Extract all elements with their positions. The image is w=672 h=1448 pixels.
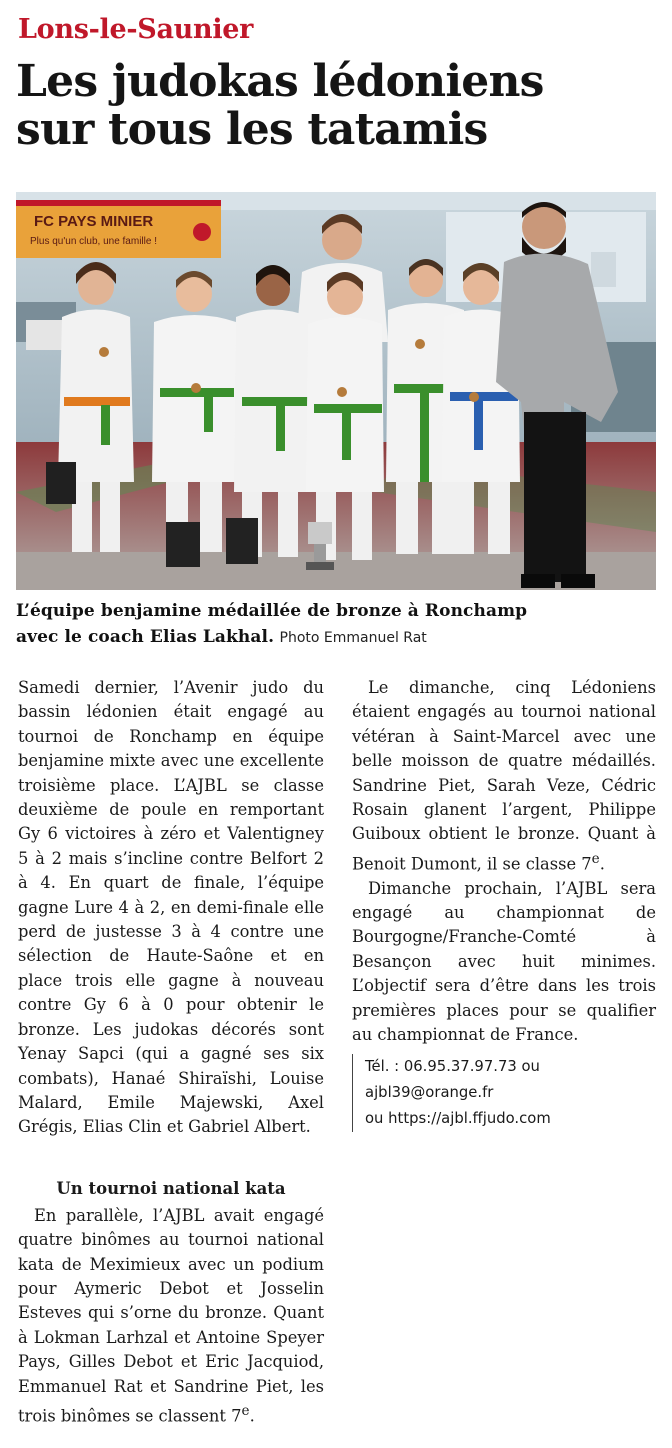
article-paragraph-2-text: En parallèle, l’AJBL avait engagé quatre binômes au tournoi national kata de Meximieux avec un podium pour Aymeric Debot et Josselin Esteves qui s’orne du bronze. Quant à Lokman Larhzal et Antoine Speyer Pays, Gilles Debot et Eric Jacquiod, Emmanuel Rat et Sandrine Piet, les trois binômes se classent <box>18 1205 324 1426</box>
article-paragraph-2-rank-suffix: e <box>241 1402 250 1419</box>
contact-info <box>352 1054 656 1132</box>
caption-line-1: L’équipe benjamine médaillée de bronze à Ronchamp <box>16 601 528 621</box>
headline-line-2: sur tous les tatamis <box>16 104 488 155</box>
headline-line-1: Les judokas lédoniens <box>16 56 544 107</box>
article-paragraph-3-rank-suffix: e <box>591 850 600 867</box>
article-column-1 <box>18 676 324 1429</box>
team-photo <box>16 192 656 590</box>
caption-line-2-wrap <box>16 624 661 651</box>
caption-line-2: avec le coach Elias Lakhal. <box>16 627 275 647</box>
photo-credit: Photo Emmanuel Rat <box>279 630 427 646</box>
photo-caption <box>16 598 661 651</box>
banner-slogan: Plus qu'un club, une famille ! <box>30 236 157 247</box>
banner-title: FC PAYS MINIER <box>34 213 154 230</box>
article-paragraph-4: Dimanche prochain, l’AJBL sera engagé au championnat de Bourgogne/Franche-Comté à Besançon avec huit minimes. L’objectif sera d’être dans les trois premières places pour se qualifier au championnat de France. <box>352 878 656 1045</box>
article-subhead: Un tournoi national kata <box>56 1178 286 1198</box>
article-column-2 <box>352 676 656 1132</box>
club-banner <box>16 200 221 258</box>
section-kicker: Lons-le-Saunier <box>18 14 254 45</box>
headline <box>16 58 656 154</box>
contact-website[interactable]: ou https://ajbl.ffjudo.com <box>365 1109 551 1127</box>
article-paragraph-1: Samedi dernier, l’Avenir judo du bassin lédonien était engagé au tournoi de Ronchamp en équipe benjamine mixte avec une excellente troisième place. L’AJBL se classe deuxième de poule en remportant Gy 6 victoires à zéro et Valentigney 5 à 2 mais s’incline contre Belfort 2 à 4. En quart de finale, l’équipe gagne Lure 4 à 2, en demi-finale elle perd de justesse 3 à 4 contre une sélection de Haute-Saône et en place trois elle gagne à nouveau contre Gy 6 à 0 pour obtenir le bronze. Les judokas décorés sont Yenay Sapci (qui a gagné ses six combats), Hanaé Shiraïshi, Louise Malard, Emile Majewski, Axel Grégis, Elias Clin et Gabriel Albert. <box>18 678 324 1137</box>
article-paragraph-3-text: Le dimanche, cinq Lédoniens étaient engagés au tournoi national vétéran à Saint-Marcel avec une belle moisson de quatre médaillés. Sandrine Piet, Sarah Veze, Cédric Rosain glanent l’argent, Philippe Guiboux obtient le bronze. Quant à Benoit Dumont, il se classe <box>352 678 656 874</box>
article-paragraph-2: En parallèle, l’AJBL avait engagé quatre binômes au tournoi national kata de Meximieux avec un podium pour Aymeric Debot et Josselin Esteves qui s’orne du bronze. Quant à Lokman Larhzal et Antoine Speyer Pays, Gilles Debot et Eric Jacquiod, Emmanuel Rat et Sandrine Piet, les trois binômes se classent 7e. <box>18 1205 324 1426</box>
article-paragraph-2-rank: 7 <box>231 1406 242 1426</box>
contact-email[interactable]: ajbl39@orange.fr <box>365 1083 494 1101</box>
article-paragraph-3-rank: 7 <box>581 854 592 874</box>
contact-phone: Tél. : 06.95.37.97.73 ou <box>365 1057 540 1075</box>
article-paragraph-3: Le dimanche, cinq Lédoniens étaient engagés au tournoi national vétéran à Saint-Marcel avec une belle moisson de quatre médaillés. Sandrine Piet, Sarah Veze, Cédric Rosain glanent l’argent, Philippe Guiboux obtient le bronze. Quant à Benoit Dumont, il se classe 7e. <box>352 678 656 874</box>
